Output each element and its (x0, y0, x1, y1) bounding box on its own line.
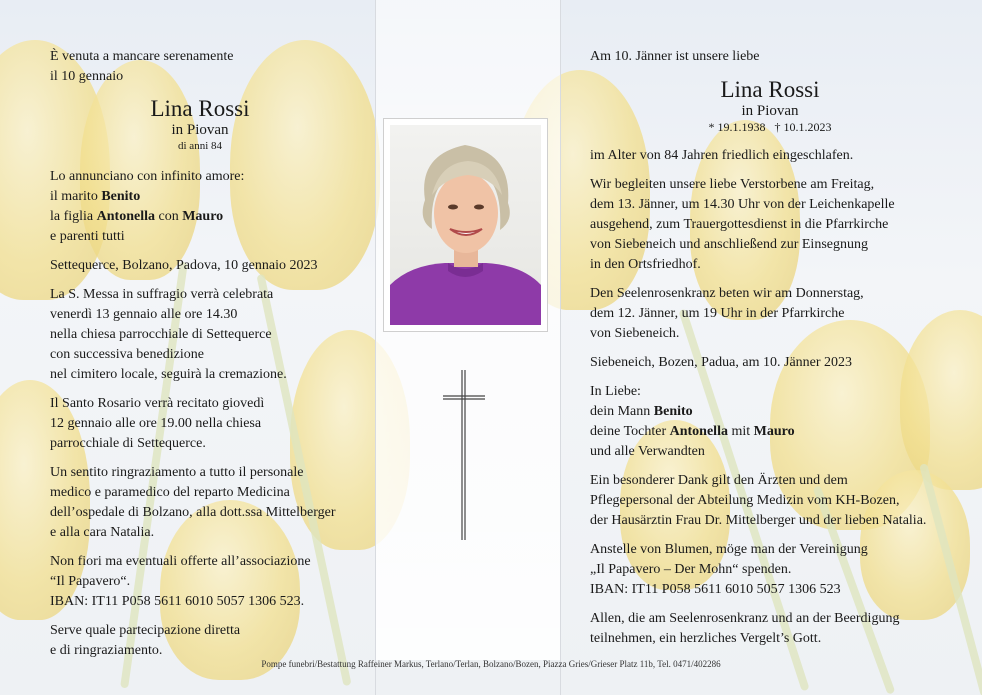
iban-text: IBAN: IT11 P058 5611 6010 5057 1306 523. (50, 594, 305, 609)
age-line-de: im Alter von 84 Jahren friedlich eingeschlafen. (590, 148, 854, 163)
rosary-paragraph: Il Santo Rosario verrà recitato giovedì 12 gennaio alle ore 19.00 nella chiesa parrocchiale di Settequerce. (50, 396, 265, 451)
german-column (590, 47, 950, 658)
rosary-paragraph-de: Den Seelenrosenkranz beten wir am Donnerstag, dem 12. Jänner, um 19 Uhr in der Pfarrkirche von Siebeneich. (590, 286, 864, 341)
place-date-de: Siebeneich, Bozen, Padua, am 10. Jänner 2023 (590, 355, 853, 370)
italian-column: È venuta a mancare serenamente il 10 gennaio Lina Rossi in Piovan di anni 84 Lo annunciano con infinito amore: il marito Benito la figlia Antonella con Mauro e parenti tutti Settequerce, Bolzano, Padova, 10 gennaio 2023 La S. Messa in suffragio verrà celebrata venerdì 13 gennaio alle ore 14.30 nella chiesa parrocchiale di Settequerce con successiva benedizione nel cimitero locale, seguirà la cremazione. Il Santo Rosario verrà recitato giovedì 12 gennaio alle ore 19.00 nella chiesa parrocchiale di Settequerce. Un sentito ringraziamento a tutto il personale medico e paramedico del reparto Medicina dell’ospedale di Bolzano, alla dott.ssa Mittelberger e alla cara Natalia. Non fiori ma eventuali offerte all’associazione “Il Papavero“. IBAN: IT11 P058 5611 6010 5057 1306 523. Serve quale partecipazione diretta e di ringraziamento. (50, 47, 350, 670)
son-in-law-name-de: Mauro (753, 424, 795, 439)
thanks-paragraph: Un sentito ringraziamento a tutto il personale medico e paramedico del reparto Medicina dell’ospedale di Bolzano, alla dott.ssa Mittelberger e alla cara Natalia. (50, 465, 336, 540)
closing-paragraph-de: Allen, die am Seelenrosenkranz und an der Beerdigung teilnehmen, ein herzliches Vergelt’s Gott. (590, 611, 900, 646)
donation-paragraph: Non fiori ma eventuali offerte all’associazione “Il Papavero“. IBAN: IT11 P058 5611 6010 5057 1306 523. (50, 554, 311, 609)
announce-text: Lo annunciano con infinito amore: (50, 169, 245, 184)
husband-name: Benito (101, 189, 141, 204)
funeral-paragraph: Wir begleiten unsere liebe Verstorbene am Freitag, dem 13. Jänner, um 14.30 Uhr von der Leichenkapelle ausgehend, zum Trauergottesdienst in die Pfarrkirche von Siebeneich und anschließend zur Einsegnung in den Ortsfriedhof. (590, 177, 895, 272)
family-paragraph-de: In Liebe: dein Mann Benito deine Tochter Antonella mit Mauro und alle Verwandten (590, 384, 795, 459)
married-name: in Piovan (171, 122, 229, 138)
intro-line: Am 10. Jänner ist unsere liebe (590, 49, 760, 64)
married-name-de: in Piovan (741, 103, 799, 119)
mass-paragraph: La S. Messa in suffragio verrà celebrata venerdì 13 gennaio alle ore 14.30 nella chiesa parrocchiale di Settequerce con successiva benedizione nel cimitero locale, seguirà la cremazione. (50, 287, 287, 382)
place-date: Settequerce, Bolzano, Padova, 10 gennaio 2023 (50, 258, 318, 273)
iban-text-de: IBAN: IT11 P058 5611 6010 5057 1306 523 (590, 582, 841, 597)
closing-paragraph: Serve quale partecipazione diretta e di ringraziamento. (50, 623, 241, 658)
intro-line-1: È venuta a mancare serenamente (50, 49, 234, 64)
portrait-photo (383, 118, 548, 332)
intro-line-2: il 10 gennaio (50, 69, 124, 84)
funeral-home-footer: Pompe funebri/Bestattung Raffeiner Markus, Terlano/Terlan, Bolzano/Bozen, Piazza Gries/Grieser Platz 11b, Tel. 0471/402286 (261, 659, 721, 669)
cross-icon (440, 370, 488, 540)
portrait-image (390, 125, 541, 325)
husband-name-de: Benito (653, 404, 693, 419)
deceased-name-de: Lina Rossi (720, 77, 820, 102)
relatives-text: e parenti tutti (50, 229, 125, 244)
son-in-law-name: Mauro (182, 209, 224, 224)
life-dates: * 19.1.1938 † 10.1.2023 (708, 120, 832, 134)
daughter-name: Antonella (96, 209, 155, 224)
thanks-paragraph-de: Ein besonderer Dank gilt den Ärzten und dem Pflegepersonal der Abteilung Medizin vom KH-Bozen, der Hausärztin Frau Dr. Mittelberger und der lieben Natalia. (590, 473, 927, 528)
fold-line-right (560, 0, 561, 695)
deceased-name: Lina Rossi (150, 96, 250, 121)
donation-paragraph-de: Anstelle von Blumen, möge man der Vereinigung „Il Papavero – Der Mohn“ spenden. IBAN: IT11 P058 5611 6010 5057 1306 523 (590, 542, 868, 597)
age-text: di anni 84 (178, 140, 222, 152)
daughter-name-de: Antonella (669, 424, 728, 439)
fold-line-left (375, 0, 376, 695)
